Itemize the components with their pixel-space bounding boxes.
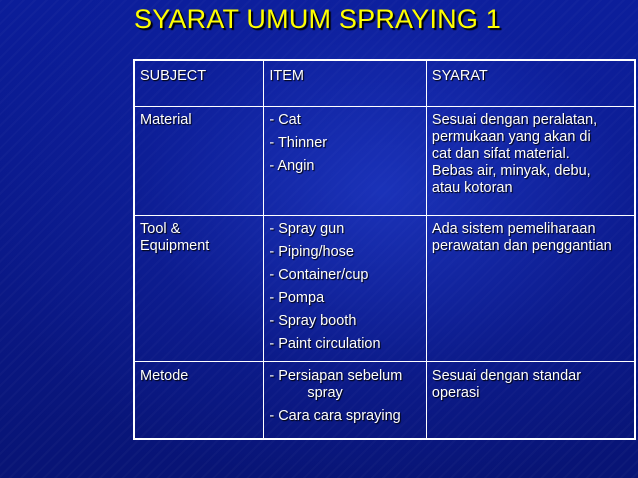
table-header-row bbox=[134, 60, 635, 107]
item-cell bbox=[264, 107, 427, 216]
subject-text: Metode bbox=[140, 368, 189, 384]
syarat-text: cat dan sifat material. bbox=[431, 146, 570, 162]
syarat-text: Bebas air, minyak, debu, bbox=[431, 163, 591, 179]
header-syarat: SYARAT bbox=[426, 60, 635, 107]
header-subject: SUBJECT bbox=[134, 60, 264, 107]
subject-text: Equipment bbox=[140, 238, 210, 254]
syarat-text: Ada sistem pemeliharaan bbox=[431, 221, 596, 237]
table-row bbox=[134, 216, 635, 362]
syarat-text: operasi bbox=[431, 385, 480, 401]
subject-text: Material bbox=[140, 112, 192, 128]
item-cell bbox=[264, 362, 427, 440]
item-cell bbox=[264, 216, 427, 362]
list-item: - Cara cara spraying bbox=[269, 408, 401, 424]
list-item: - Pompa bbox=[269, 290, 325, 306]
list-item: - Cat bbox=[269, 112, 301, 128]
subject-cell bbox=[134, 216, 264, 362]
syarat-cell bbox=[426, 107, 635, 216]
list-item: - Container/cup bbox=[269, 267, 369, 283]
table-row bbox=[134, 362, 635, 440]
list-item: - Paint circulation bbox=[269, 336, 381, 352]
header-item: ITEM bbox=[264, 60, 427, 107]
list-item: - Spray booth bbox=[269, 313, 357, 329]
syarat-text: atau kotoran bbox=[431, 180, 513, 196]
syarat-text: Sesuai dengan standar bbox=[431, 368, 582, 384]
slide-title: SYARAT UMUM SPRAYING 1 bbox=[134, 4, 501, 34]
list-item: - Persiapan sebelum bbox=[269, 368, 403, 384]
subject-cell bbox=[134, 362, 264, 440]
list-item: - Spray gun bbox=[269, 221, 345, 237]
list-item: - Angin bbox=[269, 158, 315, 174]
subject-cell bbox=[134, 107, 264, 216]
syarat-text: perawatan dan penggantian bbox=[431, 238, 612, 254]
syarat-text: permukaan yang akan di bbox=[431, 129, 591, 145]
list-item: - Piping/hose bbox=[269, 244, 354, 260]
list-item-continuation: spray bbox=[307, 385, 343, 401]
syarat-cell bbox=[426, 216, 635, 362]
requirements-table bbox=[133, 59, 636, 440]
list-item: - Thinner bbox=[269, 135, 328, 151]
table-row bbox=[134, 107, 635, 216]
syarat-text: Sesuai dengan peralatan, bbox=[431, 112, 598, 128]
syarat-cell bbox=[426, 362, 635, 440]
subject-text: Tool & bbox=[140, 221, 181, 237]
